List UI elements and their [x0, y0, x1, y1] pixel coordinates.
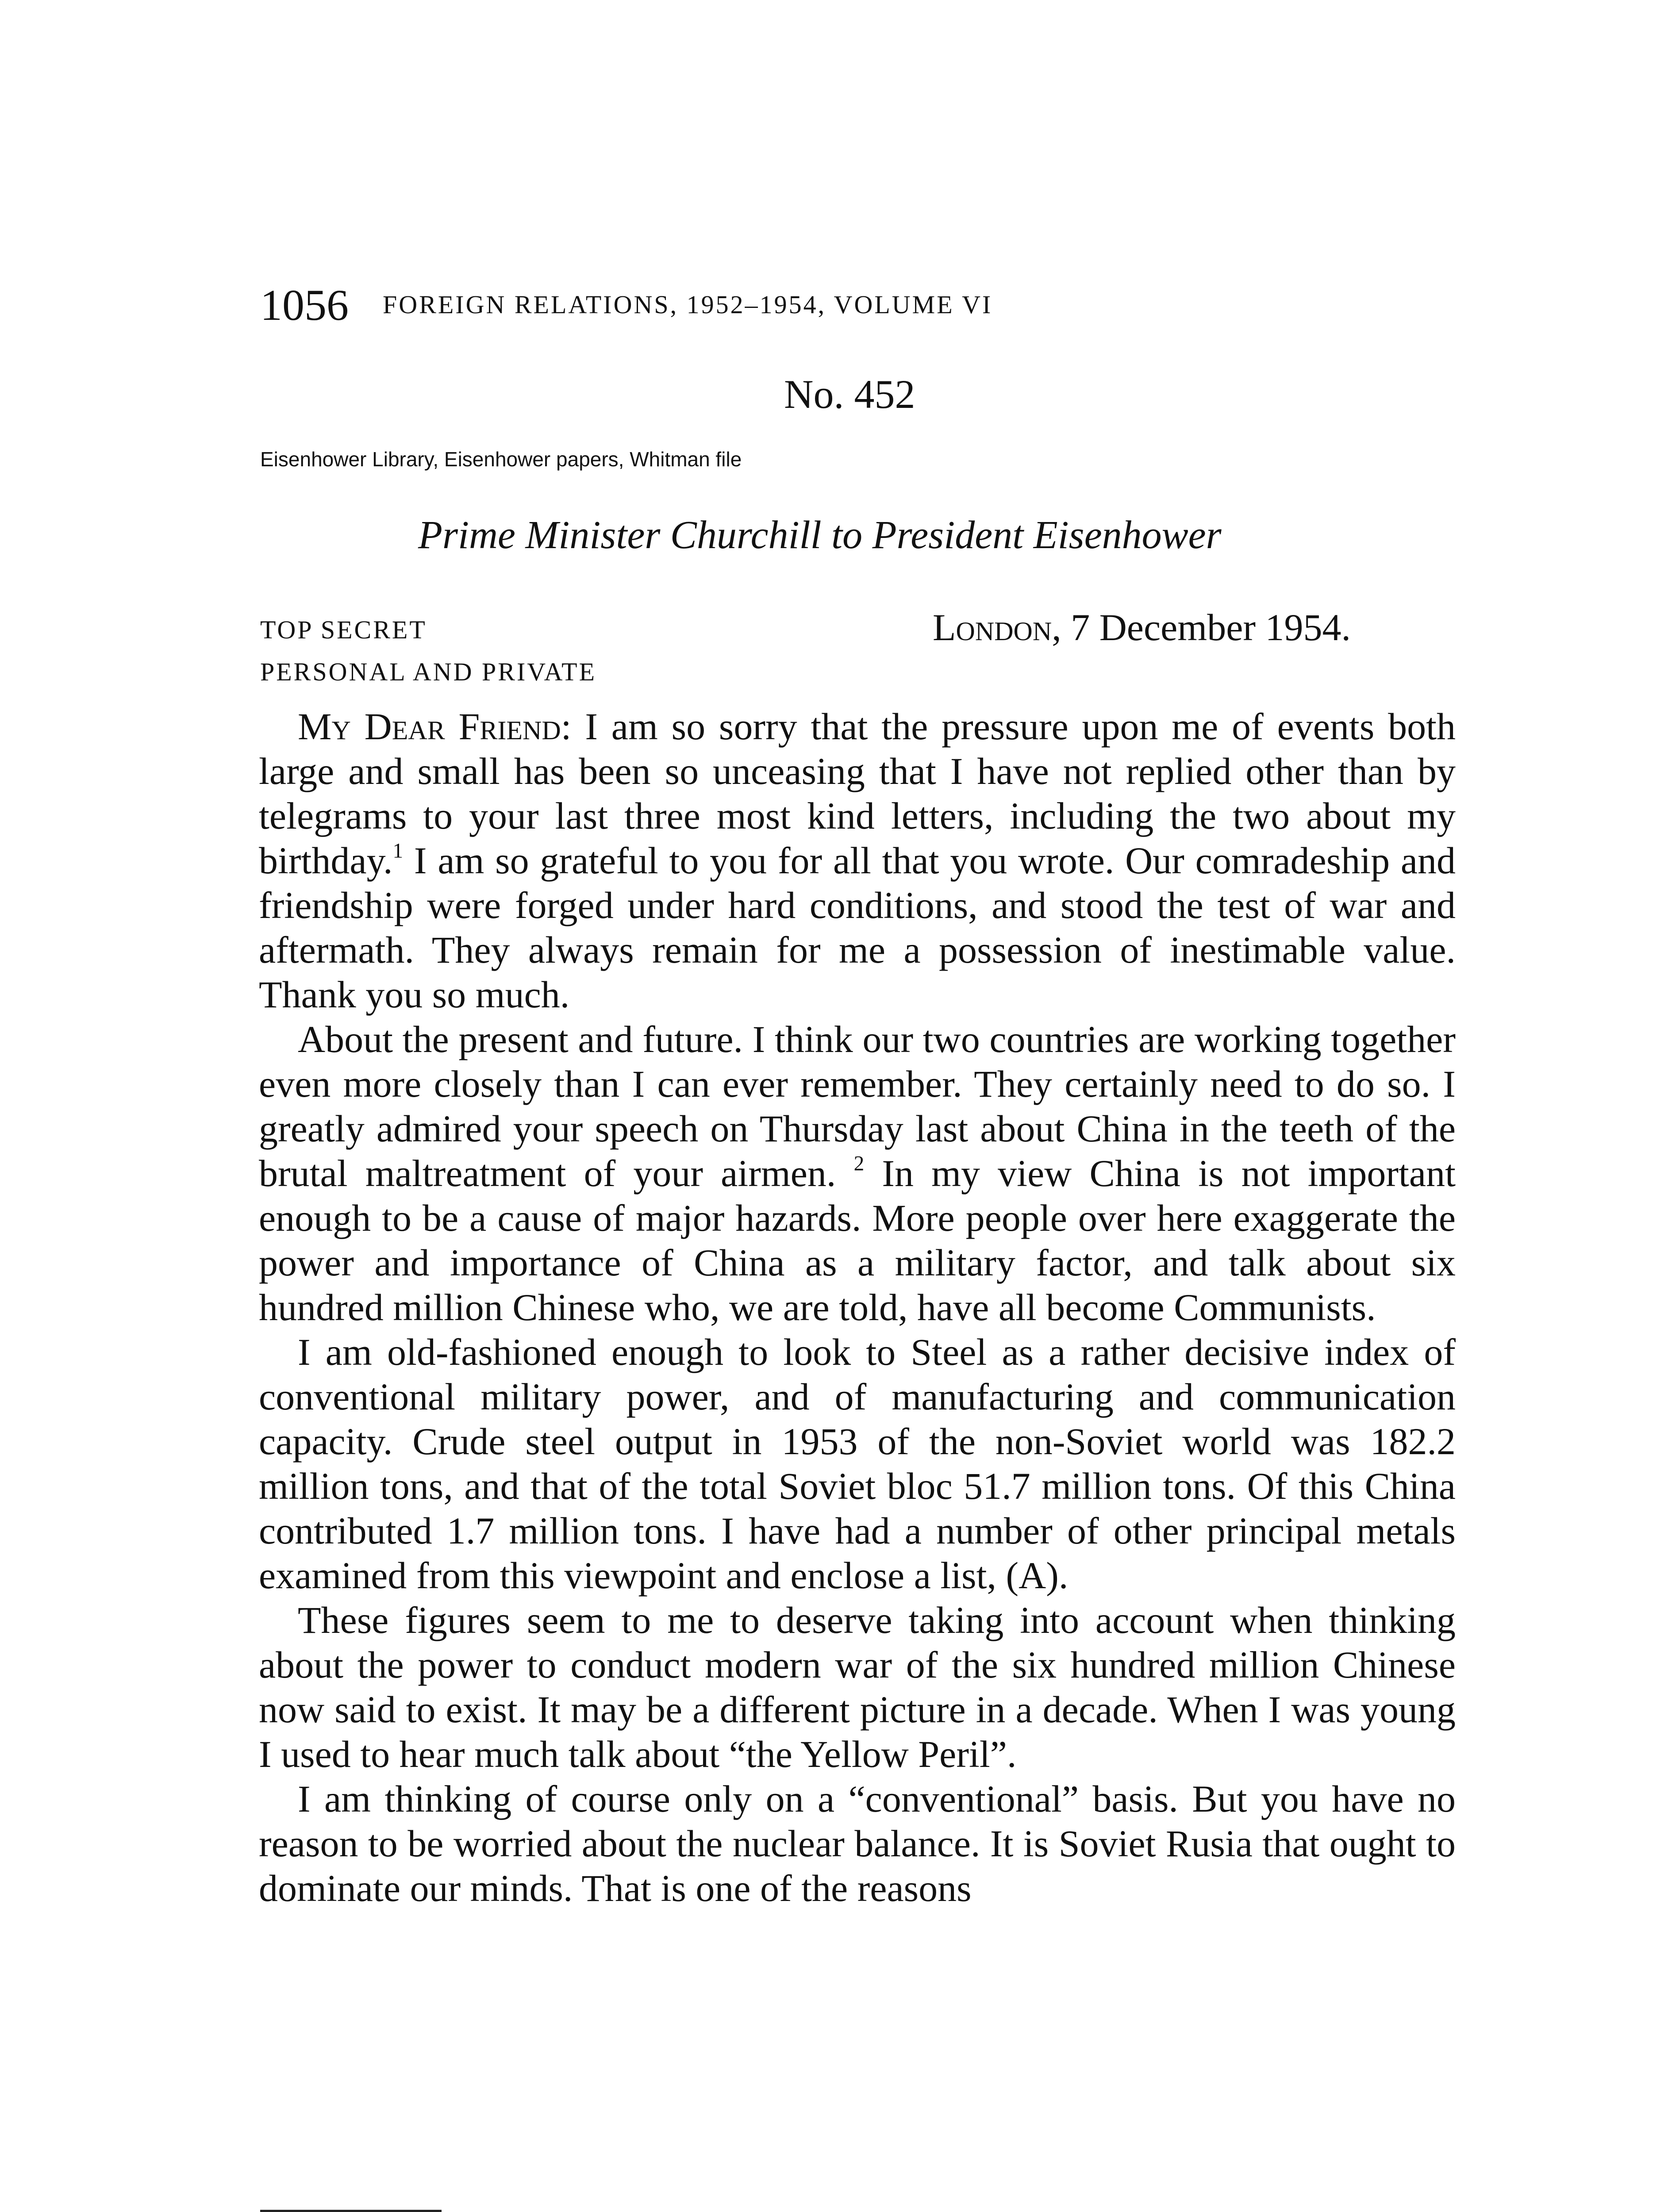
footnote-rule	[260, 2210, 442, 2212]
running-head: FOREIGN RELATIONS, 1952–1954, VOLUME VI	[383, 290, 993, 319]
paragraph-1	[259, 704, 1456, 1017]
footnote-ref-1: 1	[392, 839, 404, 863]
paragraph-2-text-a: About the present and future. I think our two countries are working together even more closely than I can ever remember. They certainly need to do so. I greatly admired your speech on Thursday last about China in the teeth of the brutal maltreatment of your airmen.	[259, 1018, 1456, 1194]
paragraph-4: These figures seem to me to deserve taking into account when thinking about the power to conduct modern war of the six hundred million Chinese now said to exist. It may be a different picture in a decade. When I was young I used to hear much talk about “the Yellow Peril”.	[259, 1599, 1456, 1775]
letter-body	[259, 704, 1456, 1911]
paragraph-2	[259, 1017, 1456, 1330]
footnote-ref-2: 2	[853, 1152, 865, 1175]
paragraph-1-text-b: I am so grateful to you for all that you wrote. Our comradeship and friendship were forged under hard conditions, and stood the test of war and aftermath. They always remain for me a possession of inestimable value. Thank you so much.	[259, 839, 1456, 1016]
classification-personal: PERSONAL AND PRIVATE	[260, 657, 596, 686]
paragraph-5: I am thinking of course only on a “conventional” basis. But you have no reason to be worried about the nuclear balance. It is Soviet Rusia that ought to dominate our minds. That is one of the reasons	[259, 1778, 1456, 1909]
dateline-place: London	[933, 606, 1052, 649]
salutation: My Dear Friend:	[298, 705, 572, 748]
paragraph-2-text-b: In my view China is not important enough to be a cause of major hazards. More people over here exaggerate the power and importance of China as a military factor, and talk about six hundred million Chinese who, we are told, have all become Communists.	[259, 1152, 1456, 1329]
classification-top-secret: TOP SECRET	[260, 615, 427, 644]
document-number: No. 452	[784, 372, 915, 417]
page-number: 1056	[260, 280, 349, 330]
dateline-date: , 7 December 1954.	[1052, 606, 1351, 649]
document-title: Prime Minister Churchill to President Eisenhower	[418, 513, 1222, 557]
dateline	[933, 606, 1351, 649]
paragraph-1-text-a: I am so sorry that the pressure upon me of events both large and small has been so unceasing that I have not replied other than by telegrams to your last three most kind letters, including the two about my birthday.	[259, 705, 1456, 882]
document-source: Eisenhower Library, Eisenhower papers, Whitman file	[260, 448, 742, 471]
paragraph-3: I am old-fashioned enough to look to Steel as a rather decisive index of conventional military power, and of manufacturing and communication capacity. Crude steel output in 1953 of the non-Soviet world was 182.2 million tons, and that of the total Soviet bloc 51.7 million tons. Of this China contributed 1.7 million tons. I have had a number of other principal metals examined from this viewpoint and enclose a list, (A).	[259, 1331, 1456, 1597]
